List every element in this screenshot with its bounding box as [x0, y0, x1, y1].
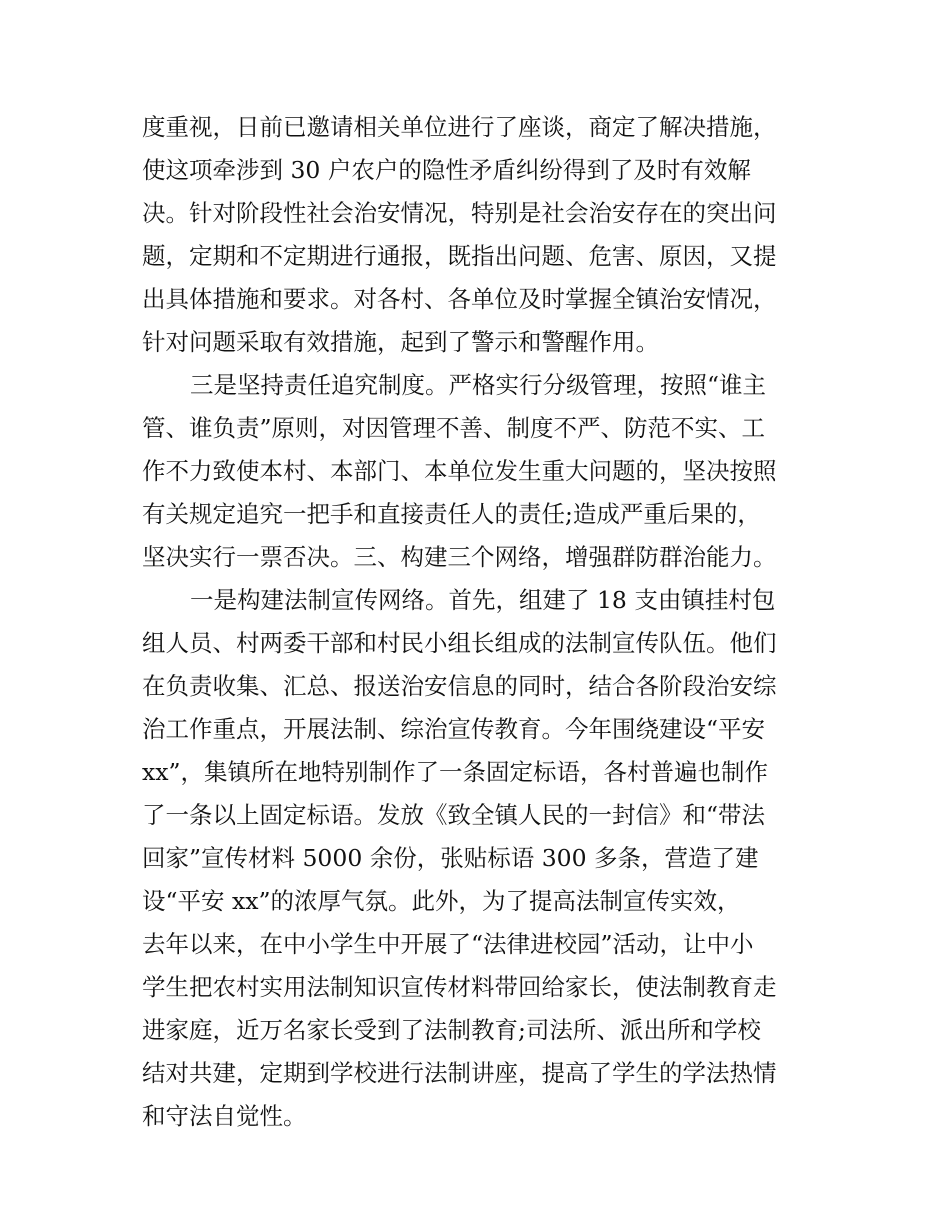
- text-line: xx”，集镇所在地特别制作了一条固定标语，各村普遍也制作: [142, 758, 769, 786]
- text-line: 学生把农村实用法制知识宣传材料带回给家长，使法制教育走: [142, 973, 777, 1001]
- text-line: 结对共建，定期到学校进行法制讲座，提高了学生的学法热情: [142, 1059, 777, 1087]
- text-line: 三是坚持责任追究制度。严格实行分级管理，按照“谁主: [190, 371, 767, 399]
- text-line: 在负责收集、汇总、报送治安信息的同时，结合各阶段治安综: [142, 672, 777, 700]
- text-line: 有关规定追究一把手和直接责任人的责任;造成严重后果的，: [142, 500, 761, 528]
- text-line: 度重视，日前已邀请相关单位进行了座谈，商定了解决措施，: [142, 113, 777, 141]
- text-line: 使这项牵涉到 30 户农户的隐性矛盾纠纷得到了及时有效解: [142, 156, 751, 184]
- text-line: 去年以来，在中小学生中开展了“法律进校园”活动，让中小: [142, 930, 754, 958]
- text-line: 设“平安 xx”的浓厚气氛。此外，为了提高法制宣传实效，: [142, 887, 741, 915]
- text-line: 针对问题采取有效措施，起到了警示和警醒作用。: [142, 328, 659, 356]
- text-line: 了一条以上固定标语。发放《致全镇人民的一封信》和“带法: [142, 801, 766, 829]
- text-line: 一是构建法制宣传网络。首先，组建了 18 支由镇挂村包: [190, 586, 776, 614]
- text-line: 组人员、村两委干部和村民小组长组成的法制宣传队伍。他们: [142, 629, 777, 657]
- text-line: 回家”宣传材料 5000 余份，张贴标语 300 多条，营造了建: [142, 844, 759, 872]
- text-line: 治工作重点，开展法制、综治宣传教育。今年围绕建设“平安: [142, 715, 766, 743]
- text-line: 管、谁负责”原则，对因管理不善、制度不严、防范不实、工: [142, 414, 766, 442]
- text-line: 进家庭，近万名家长受到了法制教育;司法所、派出所和学校: [142, 1016, 761, 1044]
- text-line: 决。针对阶段性社会治安情况，特别是社会治安存在的突出问: [142, 199, 777, 227]
- text-line: 出具体措施和要求。对各村、各单位及时掌握全镇治安情况，: [142, 285, 777, 313]
- document-body: [142, 106, 812, 1138]
- text-line: 题，定期和不定期进行通报，既指出问题、危害、原因，又提: [142, 242, 777, 270]
- text-line: 和守法自觉性。: [142, 1102, 307, 1130]
- text-line: 作不力致使本村、本部门、本单位发生重大问题的，坚决按照: [142, 457, 777, 485]
- text-line: 坚决实行一票否决。三、构建三个网络，增强群防群治能力。: [142, 543, 777, 571]
